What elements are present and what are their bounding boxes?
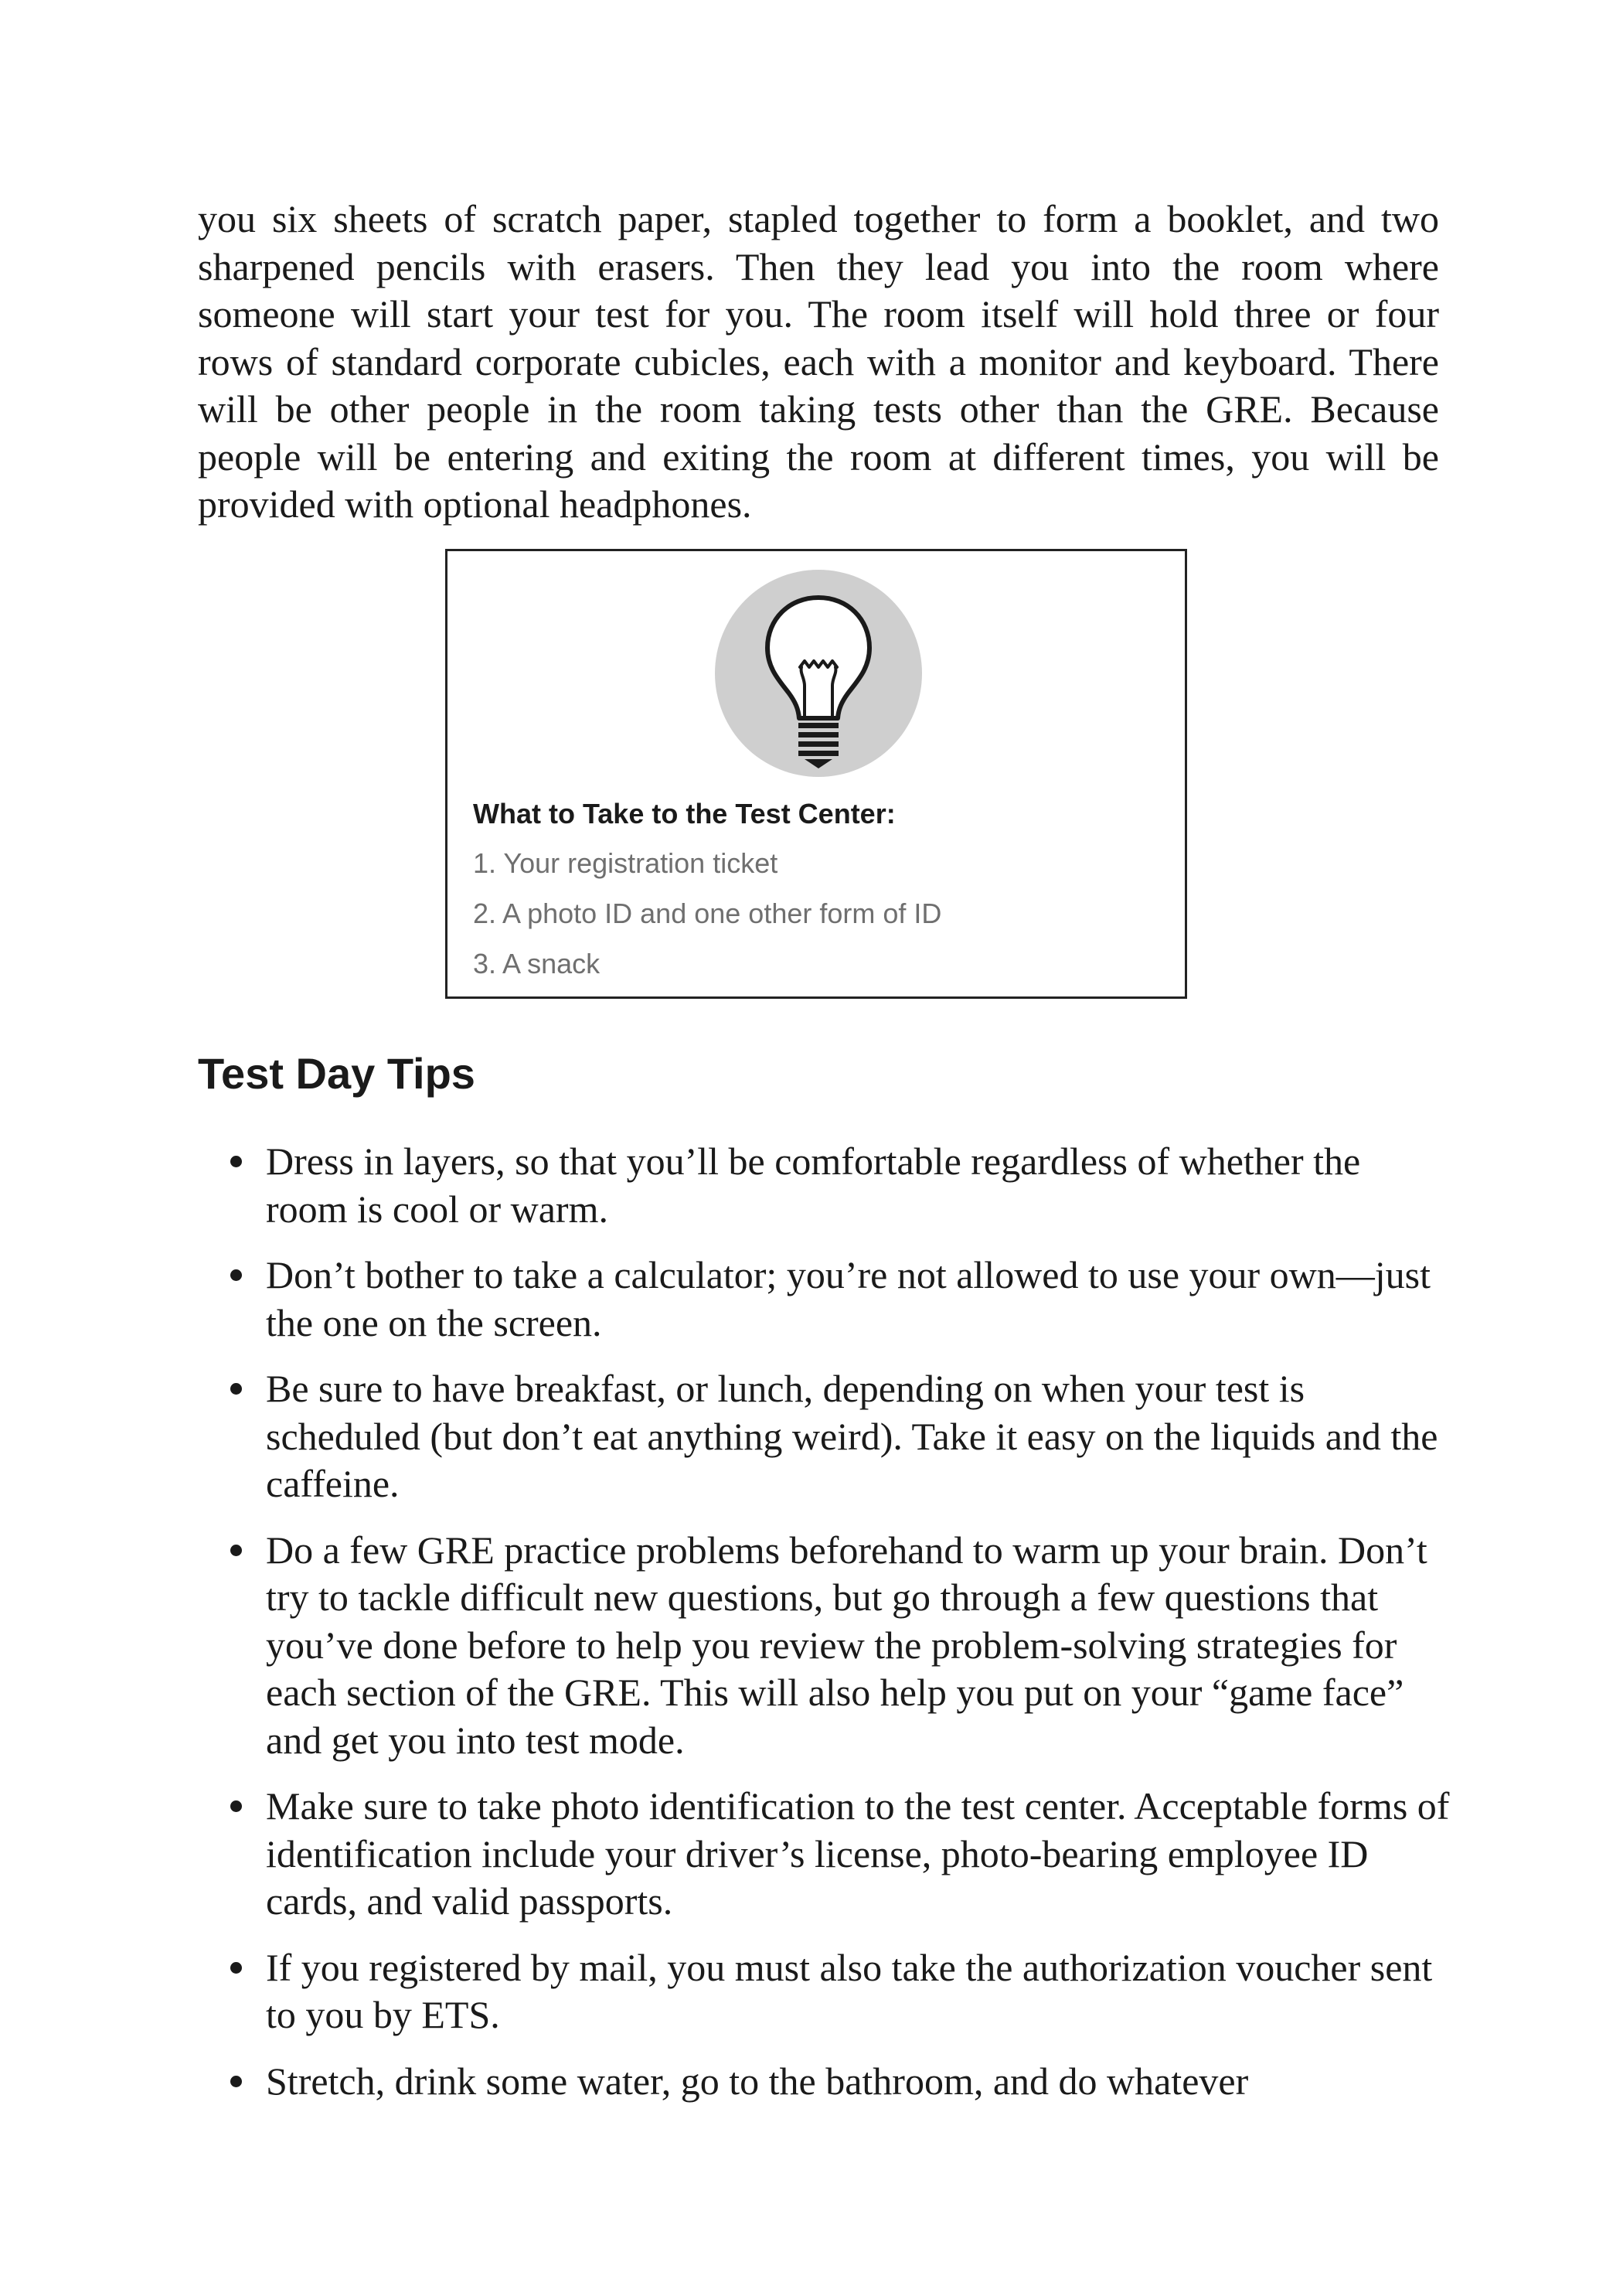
section-heading: Test Day Tips: [198, 1049, 475, 1098]
lightbulb-icon: [715, 570, 922, 777]
intro-paragraph: you six sheets of scratch paper, stapled together to form a booklet, and two sharpened pencils with erasers. Then they lead you into the room where someone will start your test for you. The room itself will hold three or four rows of standard corporate cubicles, each with a monitor and keyboard. There will be other people in the room taking tests other than the GRE. Because people will be entering and exiting the room at different times, you will be provided with optional headphones.: [198, 197, 1439, 526]
tip-box: [445, 549, 1187, 999]
list-item: [198, 2058, 1450, 2106]
bullet-icon: [230, 1962, 242, 1974]
tip-text: Make sure to take photo identification to the test center. Acceptable forms of identification include your driver’s license, photo-bearing employee ID cards, and valid passports.: [266, 1784, 1450, 1923]
list-item: [198, 1138, 1450, 1233]
list-item: [198, 1252, 1450, 1347]
tip-text: Dress in layers, so that you’ll be comfortable regardless of whether the room is cool or warm.: [266, 1139, 1361, 1231]
bullet-icon: [230, 1800, 242, 1812]
test-day-tips-list: [198, 1138, 1450, 2124]
bullet-icon: [230, 1383, 242, 1395]
tip-text: If you registered by mail, you must also take the authorization voucher sent to you by ETS.: [266, 1945, 1433, 2036]
tip-text: Stretch, drink some water, go to the bathroom, and do whatever: [266, 2059, 1249, 2103]
list-item: [198, 1783, 1450, 1926]
tip-box-item: 1. Your registration ticket: [473, 847, 778, 879]
bullet-icon: [230, 1269, 242, 1281]
tip-box-title: What to Take to the Test Center:: [473, 798, 896, 829]
bullet-icon: [230, 1156, 242, 1167]
tip-box-item: 3. A snack: [473, 948, 601, 979]
list-item: [198, 1527, 1450, 1765]
list-item: [198, 1365, 1450, 1508]
tip-box-item: 2. A photo ID and one other form of ID: [473, 898, 942, 929]
bullet-icon: [230, 1545, 242, 1556]
tip-text: Be sure to have breakfast, or lunch, depending on when your test is scheduled (but don’t eat anything weird). Take it easy on the liquids and the caffeine.: [266, 1367, 1438, 1505]
tip-box-list: [473, 847, 941, 997]
list-item: [198, 1944, 1450, 2039]
bullet-icon: [230, 2076, 242, 2087]
tip-text: Don’t bother to take a calculator; you’re not allowed to use your own—just the one on the screen.: [266, 1253, 1431, 1344]
tip-text: Do a few GRE practice problems beforehand to warm up your brain. Don’t try to tackle difficult new questions, but go through a few questions that you’ve done before to help you review the problem-solving strategies for each section of the GRE. This will also help you put on your “game face” and get you into test mode.: [266, 1528, 1427, 1762]
